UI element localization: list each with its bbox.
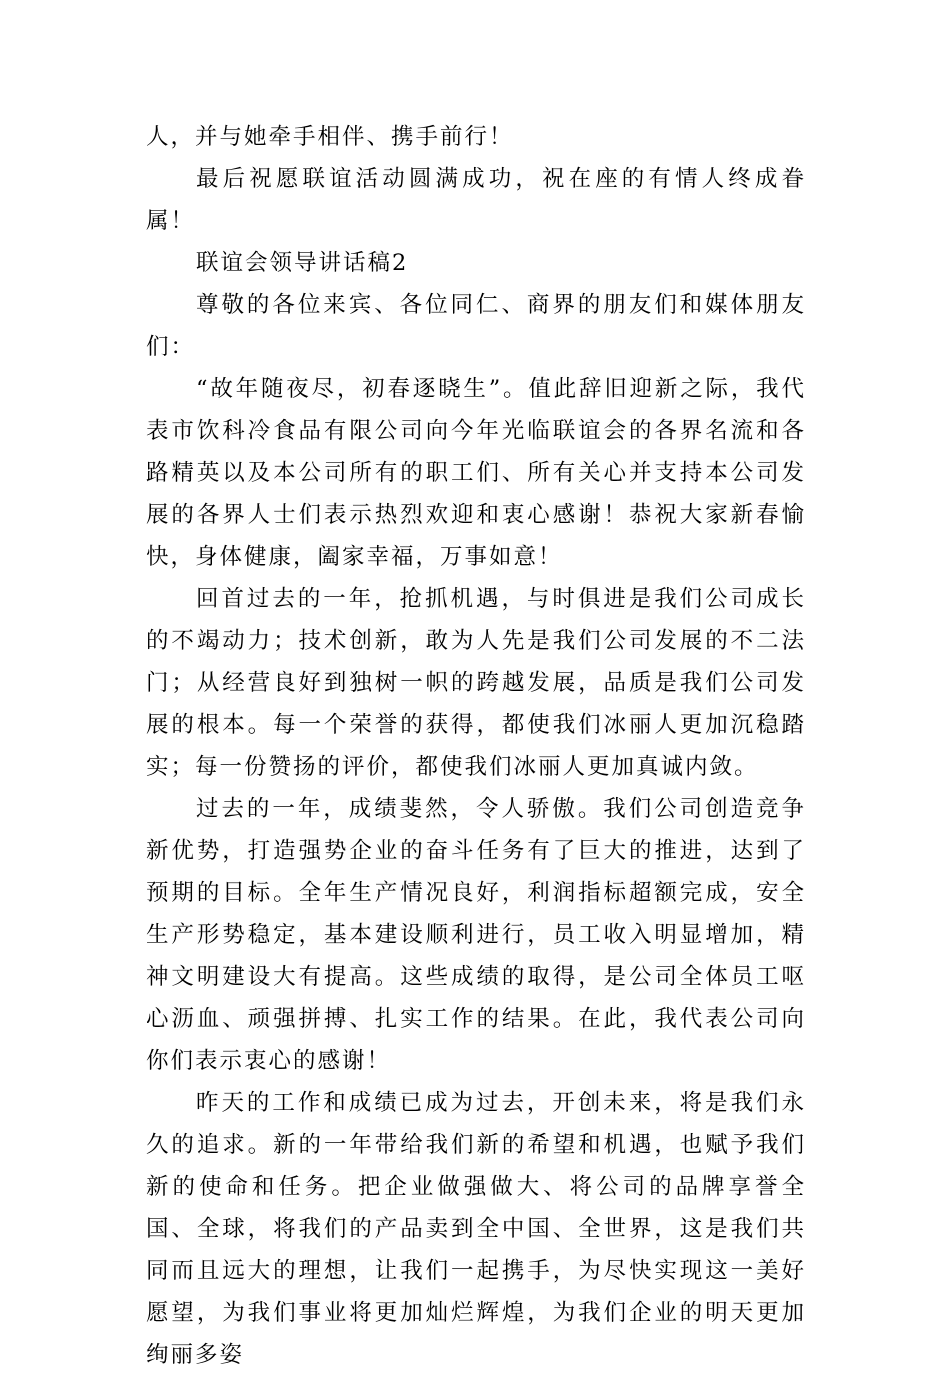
document-body	[146, 116, 806, 1376]
section-heading: 联谊会领导讲话稿2	[196, 250, 409, 276]
paragraph-2: 最后祝愿联谊活动圆满成功，祝在座的有情人终成眷属！	[146, 166, 806, 234]
paragraph-salutation: 尊敬的各位来宾、各位同仁、商界的朋友们和媒体朋友们：	[146, 292, 806, 360]
paragraph-7: 过去的一年，成绩斐然，令人骄傲。我们公司创造竞争新优势，打造强势企业的奋斗任务有了巨大的推进，达到了预期的目标。全年生产情况良好，利润指标超额完成，安全生产形势稳定，基本建设顺利进行，员工收入明显增加，精神文明建设大有提高。这些成绩的取得，是公司全体员工呕心沥血、顽强拼搏、扎实工作的结果。在此，我代表公司向你们表示衷心的感谢！	[146, 796, 806, 1074]
paragraph-5: “故年随夜尽，初春逐晓生”。值此辞旧迎新之际，我代表市饮科冷食品有限公司向今年光临联谊会的各界名流和各路精英以及本公司所有的职工们、所有关心并支持本公司发展的各界人士们表示热烈欢迎和衷心感谢！恭祝大家新春愉快，身体健康，阖家幸福，万事如意！	[146, 376, 806, 570]
paragraph-1: 人，并与她牵手相伴、携手前行！	[146, 124, 514, 150]
paragraph-6: 回首过去的一年，抢抓机遇，与时俱进是我们公司成长的不竭动力；技术创新，敢为人先是我们公司发展的不二法门；从经营良好到独树一帜的跨越发展，品质是我们公司发展的根本。每一个荣誉的获得，都使我们冰丽人更加沉稳踏实；每一份赞扬的评价，都使我们冰丽人更加真诚内敛。	[146, 586, 806, 780]
paragraph-8: 昨天的工作和成绩已成为过去，开创未来，将是我们永久的追求。新的一年带给我们新的希望和机遇，也赋予我们新的使命和任务。把企业做强做大、将公司的品牌享誉全国、全球，将我们的产品卖到全中国、全世界，这是我们共同而且远大的理想，让我们一起携手，为尽快实现这一美好愿望，为我们事业将更加灿烂辉煌，为我们企业的明天更加绚丽多姿	[146, 1090, 806, 1368]
